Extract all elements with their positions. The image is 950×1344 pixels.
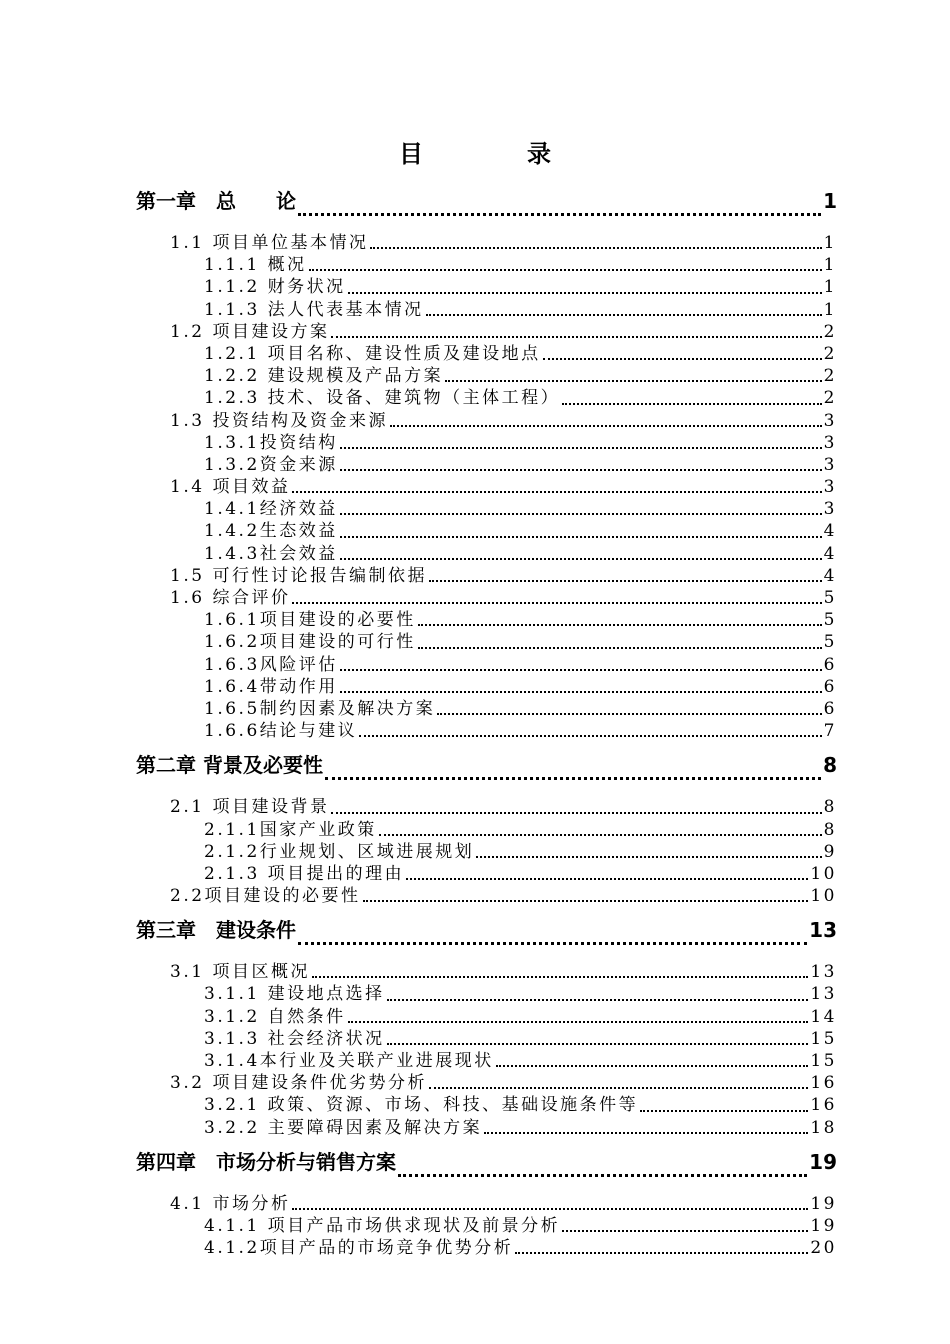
toc-page-number: 5	[823, 632, 837, 653]
toc-page-number: 19	[810, 1215, 837, 1236]
toc-page-number: 16	[810, 1073, 837, 1094]
toc-entry-label: 1.6.4带动作用	[204, 676, 338, 697]
toc-page-number: 1	[823, 299, 837, 320]
dot-leader	[398, 1174, 807, 1177]
toc-chapter-entry[interactable]	[0, 178, 950, 224]
toc-subsection-entry[interactable]	[0, 983, 950, 1005]
dot-leader	[309, 269, 822, 271]
toc-entry-label: 1.6.5制约因素及解决方案	[204, 698, 436, 719]
toc-section-entry[interactable]	[0, 321, 950, 343]
toc-page-number: 2	[823, 388, 837, 409]
dot-leader	[340, 691, 822, 693]
toc-subsection-entry[interactable]	[0, 254, 950, 276]
toc-subsection-entry[interactable]	[0, 543, 950, 565]
toc-page-number: 2	[823, 321, 837, 342]
toc-subsection-entry[interactable]	[0, 819, 950, 841]
toc-page-number: 3	[823, 432, 837, 453]
toc-entry-label: 1.6.2项目建设的可行性	[204, 632, 416, 653]
toc-subsection-entry[interactable]	[0, 698, 950, 720]
dot-leader	[331, 812, 821, 814]
toc-page-number: 8	[823, 753, 837, 778]
toc-entry-label: 1.2 项目建设方案	[170, 321, 330, 342]
toc-entry-label: 2.1 项目建设背景	[170, 797, 330, 818]
toc-page-number: 15	[810, 1051, 837, 1071]
dot-leader	[418, 647, 822, 649]
toc-section-entry[interactable]	[0, 410, 950, 432]
toc-title: 目 录	[399, 140, 591, 168]
dot-leader	[496, 1065, 809, 1067]
dot-leader	[348, 292, 822, 294]
toc-section-entry[interactable]	[0, 961, 950, 983]
toc-entry-label: 4.1.1 项目产品市场供求现状及前景分析	[204, 1215, 561, 1236]
toc-entry-label: 3.2 项目建设条件优劣势分析	[170, 1073, 427, 1094]
dot-leader	[406, 878, 808, 880]
toc-entry-label: 第二章 背景及必要性	[136, 753, 323, 778]
dot-leader	[543, 358, 822, 360]
toc-entry-label: 3.1.2 自然条件	[204, 1006, 346, 1027]
toc-entry-label: 1.1 项目单位基本情况	[170, 233, 369, 253]
toc-subsection-entry[interactable]	[0, 841, 950, 863]
toc-chapter-entry[interactable]	[0, 907, 950, 953]
toc-section-entry[interactable]	[0, 587, 950, 609]
toc-entry-label: 1.6.1项目建设的必要性	[204, 610, 416, 631]
dot-leader	[515, 1252, 808, 1254]
toc-chapter-entry[interactable]	[0, 1139, 950, 1185]
toc-subsection-entry[interactable]	[0, 365, 950, 387]
toc-page-number: 4	[823, 543, 837, 564]
toc-entry-label: 1.2.3 技术、设备、建筑物（主体工程）	[204, 388, 561, 409]
toc-entry-label: 1.4 项目效益	[170, 477, 291, 498]
toc-section-entry[interactable]	[0, 232, 950, 254]
dot-leader	[445, 380, 822, 382]
dot-leader	[340, 558, 822, 560]
toc-subsection-entry[interactable]	[0, 299, 950, 321]
dot-leader	[562, 1230, 808, 1232]
toc-page-number: 15	[810, 1028, 837, 1049]
toc-entry-label: 1.6.6结论与建议	[204, 721, 358, 742]
toc-subsection-entry[interactable]	[0, 863, 950, 885]
toc-entry-label: 3.1.3 社会经济状况	[204, 1028, 385, 1049]
toc-page-number: 5	[823, 588, 837, 608]
toc-page-number: 3	[823, 410, 837, 431]
toc-page-number: 3	[823, 499, 837, 520]
dot-leader	[363, 900, 809, 902]
toc-entry-label: 4.1 市场分析	[170, 1193, 291, 1214]
toc-entry-label: 1.4.3社会效益	[204, 543, 338, 564]
dot-leader	[340, 536, 822, 538]
spacer	[0, 788, 950, 796]
dot-leader	[562, 403, 822, 405]
toc-subsection-entry[interactable]	[0, 676, 950, 698]
toc-entry-label: 1.1.3 法人代表基本情况	[204, 299, 424, 320]
dot-leader	[418, 624, 822, 626]
spacer	[0, 224, 950, 232]
dot-leader	[298, 942, 807, 945]
dot-leader	[292, 1208, 808, 1210]
dot-leader	[331, 336, 821, 338]
dot-leader	[325, 777, 821, 780]
toc-page-number: 3	[823, 454, 837, 475]
spacer	[0, 953, 950, 961]
toc-page-number: 1	[823, 277, 837, 298]
toc-subsection-entry[interactable]	[0, 1028, 950, 1050]
toc-page-number: 13	[810, 984, 837, 1005]
toc-entry-label: 1.3.2资金来源	[204, 454, 338, 475]
toc-subsection-entry[interactable]	[0, 520, 950, 542]
toc-page-number: 14	[810, 1006, 837, 1027]
dot-leader	[429, 580, 822, 582]
toc-page-number: 5	[823, 610, 837, 631]
toc-page-number: 1	[823, 233, 837, 253]
toc-page-number: 13	[810, 962, 837, 983]
toc-entry-label: 第四章 市场分析与销售方案	[136, 1149, 396, 1174]
toc-entry-label: 2.1.1国家产业政策	[204, 819, 377, 840]
toc-subsection-entry[interactable]	[0, 631, 950, 653]
toc-page-number: 10	[810, 863, 837, 884]
toc-entry-label: 1.1.2 财务状况	[204, 277, 346, 298]
toc-entry-label: 2.1.2行业规划、区域进展规划	[204, 841, 475, 862]
toc-subsection-entry[interactable]	[0, 1006, 950, 1028]
toc-entry-label: 第一章 总 论	[136, 189, 296, 213]
toc-page-number: 2	[823, 343, 837, 364]
toc-page-number: 9	[823, 841, 837, 862]
toc-entry-label: 1.4.2生态效益	[204, 521, 338, 542]
dot-leader	[340, 469, 822, 471]
toc-entry-label: 3.1.1 建设地点选择	[204, 984, 385, 1005]
toc-page-number: 8	[823, 819, 837, 840]
toc-entry-label: 1.6.3风险评估	[204, 654, 338, 675]
dot-leader	[429, 1087, 808, 1089]
dot-leader	[292, 491, 821, 493]
toc-entry-label: 3.2.2 主要障碍因素及解决方案	[204, 1117, 483, 1138]
toc-subsection-entry[interactable]	[0, 498, 950, 520]
toc-section-entry[interactable]	[0, 565, 950, 587]
dot-leader	[437, 713, 821, 715]
toc-subsection-entry[interactable]	[0, 1094, 950, 1116]
dot-leader	[348, 1021, 809, 1023]
toc-page-number: 6	[823, 676, 837, 697]
toc-entry-label: 1.5 可行性讨论报告编制依据	[170, 565, 427, 586]
toc-page-number: 1	[823, 189, 837, 213]
dot-leader	[476, 856, 821, 858]
dot-leader	[387, 999, 809, 1001]
toc-subsection-entry[interactable]	[0, 1117, 950, 1139]
toc-entry-label: 3.1 项目区概况	[170, 962, 310, 983]
toc-section-entry[interactable]	[0, 885, 950, 907]
toc-page-number: 19	[810, 1193, 837, 1214]
toc-entry-label: 3.2.1 政策、资源、市场、科技、基础设施条件等	[204, 1095, 639, 1116]
spacer	[0, 1185, 950, 1193]
toc-page-number: 20	[810, 1238, 837, 1259]
toc-page-number: 1	[823, 255, 837, 276]
toc-page-number: 8	[823, 797, 837, 818]
toc-section-entry[interactable]	[0, 1193, 950, 1215]
toc-entry-label: 1.3.1投资结构	[204, 432, 338, 453]
toc-entry-label: 1.2.2 建设规模及产品方案	[204, 366, 444, 387]
toc-page-number: 6	[823, 654, 837, 675]
toc-subsection-entry[interactable]	[0, 609, 950, 631]
toc-section-entry[interactable]	[0, 1072, 950, 1094]
toc-entry-label: 2.2项目建设的必要性	[170, 886, 361, 907]
toc-page-number: 19	[809, 1149, 837, 1174]
dot-leader	[292, 602, 821, 604]
dot-leader	[379, 834, 822, 836]
dot-leader	[312, 976, 808, 978]
dot-leader	[298, 213, 821, 216]
toc-page-number: 7	[823, 721, 837, 742]
toc-chapter-entry[interactable]	[0, 742, 950, 788]
dot-leader	[359, 735, 821, 737]
toc-subsection-entry[interactable]	[0, 1215, 950, 1237]
dot-leader	[340, 513, 822, 515]
toc-section-entry[interactable]	[0, 796, 950, 818]
toc-entry-label: 1.1.1 概况	[204, 255, 307, 276]
toc-entry-label: 第三章 建设条件	[136, 918, 296, 943]
dot-leader	[640, 1110, 808, 1112]
toc-page-number: 10	[810, 886, 837, 907]
dot-leader	[390, 425, 822, 427]
toc-entry-label: 1.2.1 项目名称、建设性质及建设地点	[204, 343, 541, 364]
toc-page-number: 4	[823, 521, 837, 542]
toc-subsection-entry[interactable]	[0, 343, 950, 365]
toc-page-number: 4	[823, 565, 837, 586]
toc-entry-label: 3.1.4本行业及关联产业进展现状	[204, 1051, 494, 1071]
toc-page-number: 13	[809, 918, 837, 943]
toc-page-number: 18	[810, 1117, 837, 1138]
dot-leader	[387, 1043, 809, 1045]
toc-subsection-entry[interactable]	[0, 1237, 950, 1259]
toc-subsection-entry[interactable]	[0, 1050, 950, 1072]
table-of-contents	[0, 178, 950, 1259]
dot-leader	[370, 247, 821, 249]
toc-page-number: 16	[810, 1095, 837, 1116]
toc-page-number: 6	[823, 698, 837, 719]
toc-subsection-entry[interactable]	[0, 387, 950, 409]
toc-entry-label: 1.4.1经济效益	[204, 499, 338, 520]
toc-subsection-entry[interactable]	[0, 654, 950, 676]
toc-entry-label: 4.1.2项目产品的市场竞争优势分析	[204, 1238, 514, 1259]
toc-section-entry[interactable]	[0, 476, 950, 498]
toc-subsection-entry[interactable]	[0, 276, 950, 298]
toc-entry-label: 2.1.3 项目提出的理由	[204, 863, 405, 884]
toc-subsection-entry[interactable]	[0, 454, 950, 476]
toc-entry-label: 1.6 综合评价	[170, 588, 291, 608]
dot-leader	[426, 314, 822, 316]
toc-page-number: 3	[823, 477, 837, 498]
dot-leader	[484, 1132, 808, 1134]
dot-leader	[340, 447, 822, 449]
toc-page-number: 2	[823, 366, 837, 387]
dot-leader	[340, 669, 822, 671]
toc-entry-label: 1.3 投资结构及资金来源	[170, 410, 388, 431]
toc-subsection-entry[interactable]	[0, 720, 950, 742]
toc-subsection-entry[interactable]	[0, 432, 950, 454]
